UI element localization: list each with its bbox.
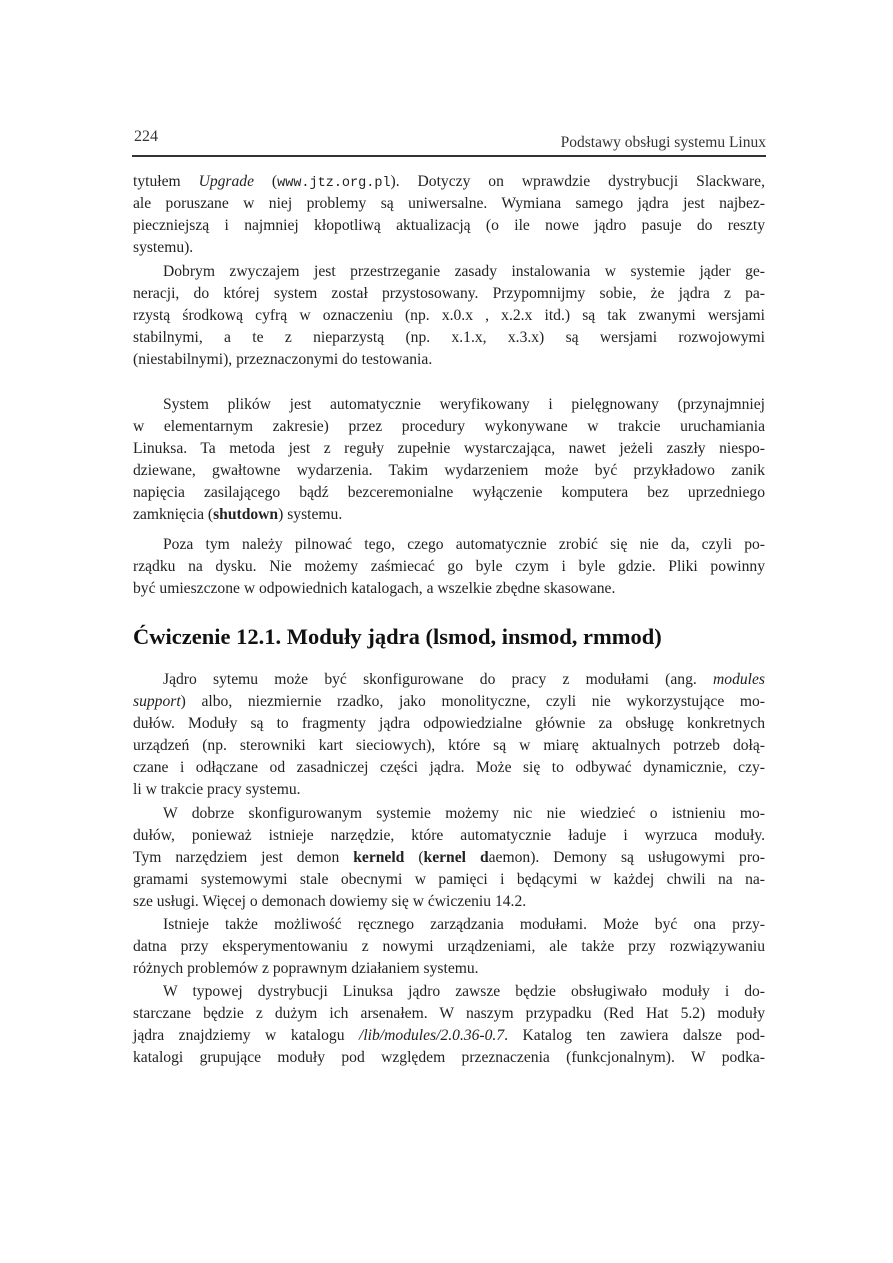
- text-line: [163, 669, 765, 691]
- text-segment: katalogi grupujące moduły pod względem przeznaczenia (funkcjonalnym). W podka-: [133, 1049, 765, 1066]
- text-segment: gramami systemowymi stale obecnymi w pamięci i będącymi w każdej chwili na na-: [133, 871, 765, 888]
- text-segment: ) systemu.: [278, 506, 343, 523]
- text-line: [133, 1047, 765, 1069]
- text-line: [133, 327, 765, 349]
- text-segment: rzystą środkową cyfrą w oznaczeniu (np. x.0.x , x.2.x itd.) są tak zwanymi wersjami: [133, 307, 765, 324]
- text-segment: dułów. Moduły są to fragmenty jądra odpowiedzialne głównie za obsługę konkretnych: [133, 715, 765, 732]
- text-segment: napięcia zasilającego bądź bezceremonialne wyłączenie komputera bez uprzedniego: [133, 484, 765, 501]
- text-segment: (: [404, 849, 424, 866]
- text-line: [133, 305, 765, 327]
- text-segment: tytułem: [133, 173, 199, 190]
- bold-text: kernel d: [423, 849, 489, 866]
- text-line: [163, 261, 765, 283]
- monospace-text: www.jtz.org.pl: [277, 176, 391, 191]
- text-line: [133, 779, 765, 801]
- text-segment: neracji, do której system został przystosowany. Przypomnijmy sobie, że jądra z pa-: [133, 285, 765, 302]
- text-segment: ale poruszane w niej problemy są uniwersalne. Wymiana samego jądra jest najbez-: [133, 195, 765, 212]
- text-line: [133, 416, 765, 438]
- text-segment: . Katalog ten zawiera dalsze pod-: [504, 1027, 765, 1044]
- text-line: [133, 237, 765, 259]
- text-line: [133, 556, 765, 578]
- text-segment: aemon). Demony są usługowymi pro-: [488, 849, 765, 866]
- text-segment: w elementarnym zakresie) przez procedury wykonywane w trakcie uruchamiania: [133, 418, 765, 435]
- text-line: [133, 1003, 765, 1025]
- text-segment: sze usługi. Więcej o demonach dowiemy się w ćwiczeniu 14.2.: [133, 893, 527, 910]
- header-rule: [132, 155, 766, 157]
- bold-text: kerneld: [353, 849, 405, 866]
- text-segment: Jądro sytemu może być skonfigurowane do pracy z modułami (ang.: [163, 671, 714, 688]
- text-line: [133, 460, 765, 482]
- text-line: [163, 534, 765, 556]
- text-line: [163, 394, 765, 416]
- text-line: [133, 215, 765, 237]
- text-segment: czane i odłączane od zasadniczej części jądra. Może się to odbywać dynamicznie, czy-: [133, 759, 765, 776]
- text-segment: ). Dotyczy on wprawdzie dystrybucji Slackware,: [390, 173, 766, 190]
- text-segment: Poza tym należy pilnować tego, czego automatycznie zrobić się nie da, czyli po-: [163, 536, 765, 553]
- text-line: [133, 349, 765, 371]
- text-line: [133, 438, 765, 460]
- text-segment: zamknięcia (: [133, 506, 214, 523]
- text-line: [133, 283, 765, 305]
- text-line: [133, 578, 765, 600]
- text-line: [133, 757, 765, 779]
- bold-text: shutdown: [213, 506, 279, 523]
- text-line: [133, 691, 765, 713]
- text-segment: jądra znajdziemy w katalogu: [133, 1027, 360, 1044]
- text-line: [133, 482, 765, 504]
- text-line: [133, 958, 765, 980]
- text-segment: być umieszczone w odpowiednich katalogach, a wszelkie zbędne skasowane.: [133, 580, 616, 597]
- text-segment: Dobrym zwyczajem jest przestrzeganie zasady instalowania w systemie jąder ge-: [163, 263, 765, 280]
- text-line: [133, 891, 765, 913]
- text-line: [163, 981, 765, 1003]
- text-segment: W dobrze skonfigurowanym systemie możemy nic nie wiedzieć o istnieniu mo-: [163, 805, 765, 822]
- text-line: [133, 847, 765, 869]
- italic-text: /lib/modules/2.0.36-0.7: [359, 1027, 505, 1044]
- text-line: [133, 1025, 765, 1047]
- section-heading: Ćwiczenie 12.1. Moduły jądra (lsmod, insmod, rmmod): [133, 624, 662, 649]
- italic-text: support: [133, 693, 181, 710]
- text-segment: różnych problemów z poprawnym działaniem systemu.: [133, 960, 479, 977]
- text-line: [133, 869, 765, 891]
- text-segment: (: [254, 173, 278, 190]
- text-segment: urządzeń (np. sterowniki kart sieciowych), które są w miarę aktualnych potrzeb dołą-: [133, 737, 765, 754]
- text-line: [133, 713, 765, 735]
- text-segment: dziewane, gwałtowne wydarzenia. Takim wydarzeniem może być przykładowo zanik: [133, 462, 765, 479]
- text-line: [163, 914, 765, 936]
- text-segment: Tym narzędziem jest demon: [133, 849, 354, 866]
- italic-text: modules: [713, 671, 765, 688]
- text-segment: stabilnymi, a te z nieparzystą (np. x.1.x, x.3.x) są wersjami rozwojowymi: [133, 329, 765, 346]
- text-line: [163, 803, 765, 825]
- text-line: [133, 193, 765, 215]
- text-line: [133, 504, 765, 526]
- text-segment: li w trakcie pracy systemu.: [133, 781, 301, 798]
- text-segment: rządku na dysku. Nie możemy zaśmiecać go byle czym i byle gdzie. Pliki powinny: [133, 558, 765, 575]
- page-number: 224: [134, 128, 158, 145]
- text-line: [133, 825, 765, 847]
- text-segment: starczane będzie z dużym ich arsenałem. W naszym przypadku (Red Hat 5.2) moduły: [133, 1005, 765, 1022]
- text-segment: pieczniejszą i najmniej kłopotliwą aktualizacją (o ile nowe jądro pasuje do reszty: [133, 217, 765, 234]
- text-segment: (niestabilnymi), przeznaczonymi do testowania.: [133, 351, 433, 368]
- text-segment: W typowej dystrybucji Linuksa jądro zawsze będzie obsługiwało moduły i do-: [163, 983, 765, 1000]
- text-segment: Linuksa. Ta metoda jest z reguły zupełnie wystarczająca, nawet jeżeli zaszły niespo-: [133, 440, 765, 457]
- text-segment: datna przy eksperymentowaniu z nowymi urządzeniami, ale także przy rozwiązywaniu: [133, 938, 765, 955]
- running-title: Podstawy obsługi systemu Linux: [560, 134, 766, 151]
- text-line: [133, 936, 765, 958]
- text-line: [133, 171, 765, 193]
- text-segment: ) albo, niezmiernie rzadko, jako monolityczne, czyli nie wykorzystujące mo-: [180, 693, 765, 710]
- text-segment: dułów, ponieważ istnieje narzędzie, które automatycznie ładuje i wyrzuca moduły.: [133, 827, 765, 844]
- italic-text: Upgrade: [198, 173, 255, 190]
- text-segment: System plików jest automatycznie weryfikowany i pielęgnowany (przynajmniej: [163, 396, 765, 413]
- text-segment: systemu).: [133, 239, 194, 256]
- text-segment: Istnieje także możliwość ręcznego zarządzania modułami. Może być ona przy-: [163, 916, 765, 933]
- text-line: [133, 735, 765, 757]
